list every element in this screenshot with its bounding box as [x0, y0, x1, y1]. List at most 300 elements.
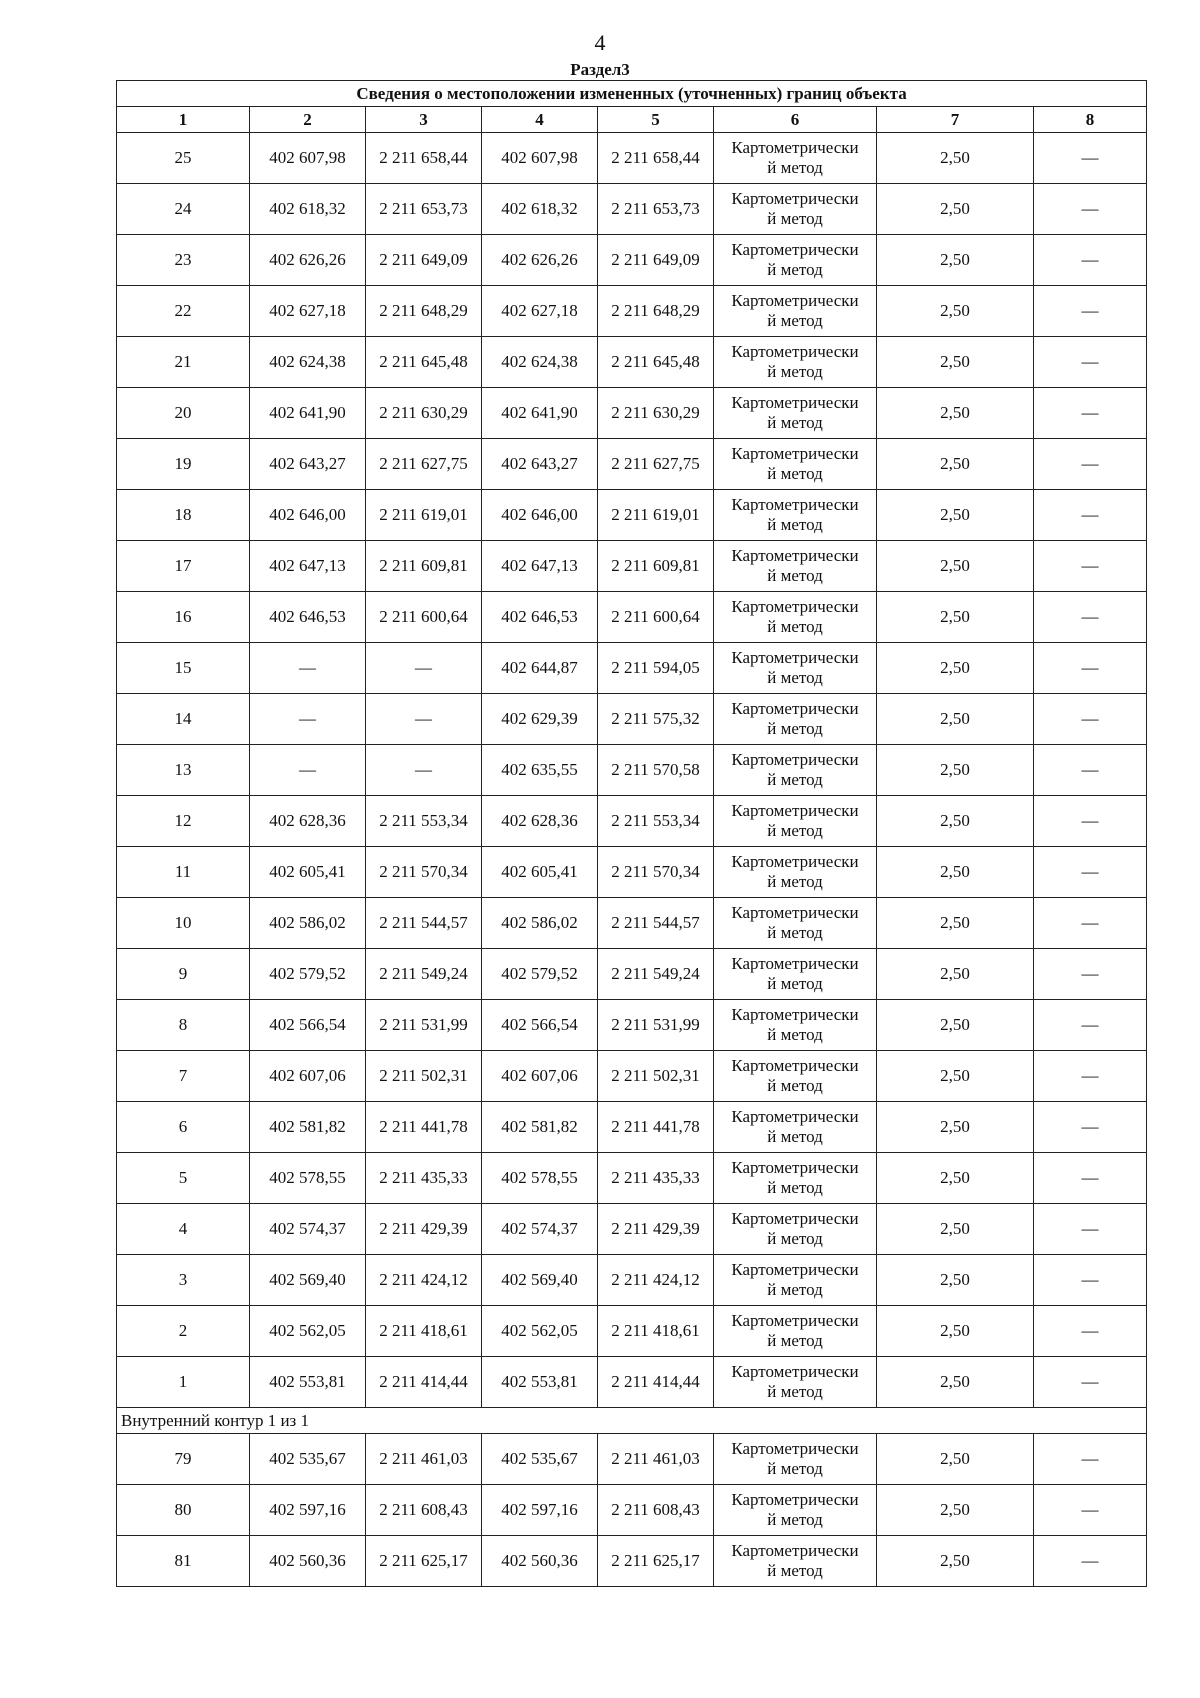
x-new-cell: 402 578,55 — [482, 1153, 598, 1204]
y-new-cell: 2 211 429,39 — [598, 1204, 714, 1255]
method-line-1: Картометрически — [731, 1311, 859, 1330]
precision-cell: 2,50 — [877, 1204, 1034, 1255]
method-line-1: Картометрически — [731, 495, 859, 514]
precision-cell: 2,50 — [877, 184, 1034, 235]
description-cell: — — [1034, 694, 1147, 745]
column-number-7: 7 — [877, 107, 1034, 133]
x-old-cell: 402 586,02 — [250, 898, 366, 949]
x-old-cell: 402 627,18 — [250, 286, 366, 337]
y-new-cell: 2 211 645,48 — [598, 337, 714, 388]
y-old-cell: 2 211 531,99 — [366, 1000, 482, 1051]
x-new-cell: 402 597,16 — [482, 1485, 598, 1536]
method-line-1: Картометрически — [731, 1362, 859, 1381]
table-row — [117, 1051, 1147, 1102]
method-cell — [714, 796, 877, 847]
method-line-2: й метод — [767, 770, 823, 789]
y-new-cell: 2 211 630,29 — [598, 388, 714, 439]
method-cell — [714, 1255, 877, 1306]
point-number-cell: 2 — [117, 1306, 250, 1357]
table-row — [117, 1153, 1147, 1204]
method-cell — [714, 490, 877, 541]
x-old-cell: 402 597,16 — [250, 1485, 366, 1536]
y-new-cell: 2 211 531,99 — [598, 1000, 714, 1051]
x-new-cell: 402 641,90 — [482, 388, 598, 439]
table-row — [117, 1536, 1147, 1587]
method-line-1: Картометрически — [731, 954, 859, 973]
table-row — [117, 1255, 1147, 1306]
x-old-cell: 402 624,38 — [250, 337, 366, 388]
method-line-1: Картометрически — [731, 291, 859, 310]
table-row — [117, 1485, 1147, 1536]
method-cell — [714, 1485, 877, 1536]
method-line-2: й метод — [767, 464, 823, 483]
y-new-cell: 2 211 441,78 — [598, 1102, 714, 1153]
x-old-cell: 402 579,52 — [250, 949, 366, 1000]
description-cell: — — [1034, 133, 1147, 184]
precision-cell: 2,50 — [877, 1051, 1034, 1102]
method-cell — [714, 1306, 877, 1357]
precision-cell: 2,50 — [877, 235, 1034, 286]
y-old-cell: 2 211 461,03 — [366, 1434, 482, 1485]
method-cell — [714, 1102, 877, 1153]
precision-cell: 2,50 — [877, 1255, 1034, 1306]
point-number-cell: 1 — [117, 1357, 250, 1408]
description-cell: — — [1034, 235, 1147, 286]
point-number-cell: 17 — [117, 541, 250, 592]
y-old-cell: 2 211 619,01 — [366, 490, 482, 541]
description-cell: — — [1034, 1153, 1147, 1204]
method-line-2: й метод — [767, 1280, 823, 1299]
x-new-cell: 402 574,37 — [482, 1204, 598, 1255]
precision-cell: 2,50 — [877, 286, 1034, 337]
table-row — [117, 745, 1147, 796]
y-new-cell: 2 211 594,05 — [598, 643, 714, 694]
method-line-1: Картометрически — [731, 852, 859, 871]
method-line-1: Картометрически — [731, 546, 859, 565]
y-old-cell: 2 211 424,12 — [366, 1255, 482, 1306]
method-line-2: й метод — [767, 668, 823, 687]
x-old-cell: 402 643,27 — [250, 439, 366, 490]
method-line-1: Картометрически — [731, 597, 859, 616]
method-cell — [714, 949, 877, 1000]
y-old-cell: 2 211 648,29 — [366, 286, 482, 337]
table-row — [117, 1204, 1147, 1255]
y-new-cell: 2 211 653,73 — [598, 184, 714, 235]
table-row — [117, 184, 1147, 235]
precision-cell: 2,50 — [877, 1102, 1034, 1153]
inner-contour-label: Внутренний контур 1 из 1 — [117, 1408, 1147, 1434]
y-new-cell: 2 211 424,12 — [598, 1255, 714, 1306]
x-new-cell: 402 553,81 — [482, 1357, 598, 1408]
x-new-cell: 402 643,27 — [482, 439, 598, 490]
method-cell — [714, 1153, 877, 1204]
method-line-1: Картометрически — [731, 1490, 859, 1509]
method-line-1: Картометрически — [731, 801, 859, 820]
y-new-cell: 2 211 435,33 — [598, 1153, 714, 1204]
precision-cell: 2,50 — [877, 694, 1034, 745]
y-old-cell: 2 211 502,31 — [366, 1051, 482, 1102]
x-new-cell: 402 627,18 — [482, 286, 598, 337]
column-number-row — [117, 107, 1147, 133]
table-row — [117, 694, 1147, 745]
x-new-cell: 402 566,54 — [482, 1000, 598, 1051]
y-old-cell: 2 211 544,57 — [366, 898, 482, 949]
table-row — [117, 1102, 1147, 1153]
method-line-2: й метод — [767, 1510, 823, 1529]
x-new-cell: 402 646,00 — [482, 490, 598, 541]
table-row — [117, 388, 1147, 439]
y-old-cell: 2 211 441,78 — [366, 1102, 482, 1153]
table-row — [117, 592, 1147, 643]
x-old-cell: 402 607,06 — [250, 1051, 366, 1102]
method-line-2: й метод — [767, 311, 823, 330]
x-old-cell: 402 607,98 — [250, 133, 366, 184]
y-new-cell: 2 211 627,75 — [598, 439, 714, 490]
y-old-cell: 2 211 625,17 — [366, 1536, 482, 1587]
method-line-2: й метод — [767, 515, 823, 534]
precision-cell: 2,50 — [877, 1153, 1034, 1204]
x-old-cell: 402 574,37 — [250, 1204, 366, 1255]
table-row — [117, 337, 1147, 388]
description-cell: — — [1034, 388, 1147, 439]
point-number-cell: 24 — [117, 184, 250, 235]
description-cell: — — [1034, 184, 1147, 235]
method-line-1: Картометрически — [731, 1541, 859, 1560]
table-row — [117, 490, 1147, 541]
point-number-cell: 11 — [117, 847, 250, 898]
table-row — [117, 796, 1147, 847]
y-old-cell: 2 211 653,73 — [366, 184, 482, 235]
table-row — [117, 235, 1147, 286]
x-old-cell: 402 618,32 — [250, 184, 366, 235]
precision-cell: 2,50 — [877, 388, 1034, 439]
method-cell — [714, 337, 877, 388]
x-new-cell: 402 618,32 — [482, 184, 598, 235]
y-new-cell: 2 211 549,24 — [598, 949, 714, 1000]
y-old-cell: 2 211 435,33 — [366, 1153, 482, 1204]
precision-cell: 2,50 — [877, 796, 1034, 847]
table-row — [117, 1306, 1147, 1357]
y-new-cell: 2 211 649,09 — [598, 235, 714, 286]
method-cell — [714, 745, 877, 796]
method-cell — [714, 1204, 877, 1255]
y-old-cell: 2 211 570,34 — [366, 847, 482, 898]
method-line-1: Картометрически — [731, 444, 859, 463]
x-old-cell: 402 581,82 — [250, 1102, 366, 1153]
y-new-cell: 2 211 418,61 — [598, 1306, 714, 1357]
table-caption: Сведения о местоположении измененных (уточненных) границ объекта — [117, 81, 1147, 107]
column-number-8: 8 — [1034, 107, 1147, 133]
method-line-2: й метод — [767, 1127, 823, 1146]
method-cell — [714, 847, 877, 898]
x-new-cell: 402 607,06 — [482, 1051, 598, 1102]
y-old-cell: 2 211 600,64 — [366, 592, 482, 643]
table-caption-row — [117, 81, 1147, 107]
method-cell — [714, 1000, 877, 1051]
precision-cell: 2,50 — [877, 439, 1034, 490]
x-old-cell: 402 560,36 — [250, 1536, 366, 1587]
description-cell: — — [1034, 592, 1147, 643]
column-number-6: 6 — [714, 107, 877, 133]
point-number-cell: 18 — [117, 490, 250, 541]
description-cell: — — [1034, 1000, 1147, 1051]
y-new-cell: 2 211 502,31 — [598, 1051, 714, 1102]
method-line-2: й метод — [767, 1178, 823, 1197]
precision-cell: 2,50 — [877, 1536, 1034, 1587]
column-number-1: 1 — [117, 107, 250, 133]
description-cell: — — [1034, 286, 1147, 337]
y-new-cell: 2 211 625,17 — [598, 1536, 714, 1587]
x-old-cell: 402 553,81 — [250, 1357, 366, 1408]
x-old-cell: 402 646,53 — [250, 592, 366, 643]
description-cell: — — [1034, 898, 1147, 949]
y-old-cell: 2 211 429,39 — [366, 1204, 482, 1255]
method-line-2: й метод — [767, 209, 823, 228]
precision-cell: 2,50 — [877, 745, 1034, 796]
method-line-1: Картометрически — [731, 393, 859, 412]
x-new-cell: 402 635,55 — [482, 745, 598, 796]
x-new-cell: 402 535,67 — [482, 1434, 598, 1485]
method-line-2: й метод — [767, 1025, 823, 1044]
method-cell — [714, 1536, 877, 1587]
point-number-cell: 19 — [117, 439, 250, 490]
x-old-cell: 402 569,40 — [250, 1255, 366, 1306]
table-row — [117, 286, 1147, 337]
table-row — [117, 643, 1147, 694]
method-line-2: й метод — [767, 1076, 823, 1095]
precision-cell: 2,50 — [877, 1306, 1034, 1357]
y-old-cell: 2 211 649,09 — [366, 235, 482, 286]
column-number-3: 3 — [366, 107, 482, 133]
x-new-cell: 402 581,82 — [482, 1102, 598, 1153]
point-number-cell: 4 — [117, 1204, 250, 1255]
method-line-1: Картометрически — [731, 648, 859, 667]
section-title: Раздел3 — [570, 60, 630, 79]
description-cell: — — [1034, 847, 1147, 898]
table-row — [117, 541, 1147, 592]
method-line-2: й метод — [767, 1382, 823, 1401]
y-old-cell: 2 211 658,44 — [366, 133, 482, 184]
x-new-cell: 402 562,05 — [482, 1306, 598, 1357]
x-new-cell: 402 624,38 — [482, 337, 598, 388]
method-line-2: й метод — [767, 923, 823, 942]
point-number-cell: 80 — [117, 1485, 250, 1536]
method-line-1: Картометрически — [731, 1005, 859, 1024]
method-line-2: й метод — [767, 1459, 823, 1478]
y-old-cell: 2 211 553,34 — [366, 796, 482, 847]
x-new-cell: 402 628,36 — [482, 796, 598, 847]
x-old-cell: 402 641,90 — [250, 388, 366, 439]
method-cell — [714, 184, 877, 235]
description-cell: — — [1034, 1434, 1147, 1485]
precision-cell: 2,50 — [877, 1434, 1034, 1485]
table-row — [117, 898, 1147, 949]
method-cell — [714, 541, 877, 592]
description-cell: — — [1034, 643, 1147, 694]
x-new-cell: 402 607,98 — [482, 133, 598, 184]
method-line-2: й метод — [767, 872, 823, 891]
precision-cell: 2,50 — [877, 337, 1034, 388]
point-number-cell: 5 — [117, 1153, 250, 1204]
point-number-cell: 25 — [117, 133, 250, 184]
y-old-cell: — — [366, 745, 482, 796]
point-number-cell: 21 — [117, 337, 250, 388]
method-cell — [714, 388, 877, 439]
boundary-coordinates-table — [116, 80, 1147, 1587]
method-line-2: й метод — [767, 158, 823, 177]
description-cell: — — [1034, 1485, 1147, 1536]
y-new-cell: 2 211 570,34 — [598, 847, 714, 898]
precision-cell: 2,50 — [877, 133, 1034, 184]
y-new-cell: 2 211 658,44 — [598, 133, 714, 184]
x-new-cell: 402 629,39 — [482, 694, 598, 745]
table-row — [117, 1000, 1147, 1051]
point-number-cell: 3 — [117, 1255, 250, 1306]
table-row — [117, 1357, 1147, 1408]
description-cell: — — [1034, 949, 1147, 1000]
point-number-cell: 13 — [117, 745, 250, 796]
x-new-cell: 402 647,13 — [482, 541, 598, 592]
method-cell — [714, 898, 877, 949]
description-cell: — — [1034, 439, 1147, 490]
point-number-cell: 7 — [117, 1051, 250, 1102]
point-number-cell: 8 — [117, 1000, 250, 1051]
y-old-cell: 2 211 608,43 — [366, 1485, 482, 1536]
y-new-cell: 2 211 461,03 — [598, 1434, 714, 1485]
x-old-cell: 402 566,54 — [250, 1000, 366, 1051]
method-line-1: Картометрически — [731, 138, 859, 157]
method-line-1: Картометрически — [731, 903, 859, 922]
x-old-cell: 402 562,05 — [250, 1306, 366, 1357]
method-line-1: Картометрически — [731, 1158, 859, 1177]
y-old-cell: 2 211 418,61 — [366, 1306, 482, 1357]
method-cell — [714, 592, 877, 643]
point-number-cell: 10 — [117, 898, 250, 949]
precision-cell: 2,50 — [877, 541, 1034, 592]
precision-cell: 2,50 — [877, 490, 1034, 541]
precision-cell: 2,50 — [877, 643, 1034, 694]
point-number-cell: 12 — [117, 796, 250, 847]
y-old-cell: 2 211 609,81 — [366, 541, 482, 592]
method-cell — [714, 694, 877, 745]
x-old-cell: 402 646,00 — [250, 490, 366, 541]
table-row — [117, 439, 1147, 490]
page-number: 4 — [594, 30, 606, 55]
x-new-cell: 402 560,36 — [482, 1536, 598, 1587]
method-line-1: Картометрически — [731, 750, 859, 769]
table-body — [117, 133, 1147, 1587]
method-line-2: й метод — [767, 617, 823, 636]
point-number-cell: 14 — [117, 694, 250, 745]
y-old-cell: 2 211 630,29 — [366, 388, 482, 439]
y-new-cell: 2 211 600,64 — [598, 592, 714, 643]
method-line-1: Картометрически — [731, 1260, 859, 1279]
method-line-2: й метод — [767, 1331, 823, 1350]
x-new-cell: 402 646,53 — [482, 592, 598, 643]
precision-cell: 2,50 — [877, 1485, 1034, 1536]
method-line-2: й метод — [767, 260, 823, 279]
x-old-cell: — — [250, 694, 366, 745]
y-new-cell: 2 211 608,43 — [598, 1485, 714, 1536]
method-line-2: й метод — [767, 974, 823, 993]
y-new-cell: 2 211 648,29 — [598, 286, 714, 337]
precision-cell: 2,50 — [877, 898, 1034, 949]
method-cell — [714, 1434, 877, 1485]
description-cell: — — [1034, 1255, 1147, 1306]
description-cell: — — [1034, 796, 1147, 847]
y-old-cell: 2 211 627,75 — [366, 439, 482, 490]
method-cell — [714, 235, 877, 286]
x-new-cell: 402 586,02 — [482, 898, 598, 949]
method-line-2: й метод — [767, 1561, 823, 1580]
method-line-1: Картометрически — [731, 1056, 859, 1075]
x-old-cell: 402 647,13 — [250, 541, 366, 592]
x-old-cell: 402 578,55 — [250, 1153, 366, 1204]
table-row — [117, 1434, 1147, 1485]
column-number-4: 4 — [482, 107, 598, 133]
inner-contour-row — [117, 1408, 1147, 1434]
description-cell: — — [1034, 1204, 1147, 1255]
method-line-2: й метод — [767, 1229, 823, 1248]
precision-cell: 2,50 — [877, 1357, 1034, 1408]
description-cell: — — [1034, 337, 1147, 388]
method-line-1: Картометрически — [731, 1107, 859, 1126]
method-line-2: й метод — [767, 413, 823, 432]
method-cell — [714, 133, 877, 184]
point-number-cell: 23 — [117, 235, 250, 286]
description-cell: — — [1034, 745, 1147, 796]
method-cell — [714, 643, 877, 694]
description-cell: — — [1034, 1306, 1147, 1357]
method-cell — [714, 1051, 877, 1102]
y-new-cell: 2 211 414,44 — [598, 1357, 714, 1408]
method-line-2: й метод — [767, 566, 823, 585]
column-number-5: 5 — [598, 107, 714, 133]
column-number-2: 2 — [250, 107, 366, 133]
method-line-1: Картометрически — [731, 240, 859, 259]
y-new-cell: 2 211 544,57 — [598, 898, 714, 949]
method-cell — [714, 1357, 877, 1408]
x-new-cell: 402 605,41 — [482, 847, 598, 898]
method-cell — [714, 439, 877, 490]
method-line-2: й метод — [767, 362, 823, 381]
x-old-cell: 402 605,41 — [250, 847, 366, 898]
method-line-2: й метод — [767, 719, 823, 738]
y-new-cell: 2 211 570,58 — [598, 745, 714, 796]
method-line-1: Картометрически — [731, 189, 859, 208]
x-old-cell: — — [250, 745, 366, 796]
description-cell: — — [1034, 541, 1147, 592]
x-new-cell: 402 626,26 — [482, 235, 598, 286]
x-old-cell: — — [250, 643, 366, 694]
table-row — [117, 133, 1147, 184]
y-new-cell: 2 211 609,81 — [598, 541, 714, 592]
description-cell: — — [1034, 1051, 1147, 1102]
precision-cell: 2,50 — [877, 949, 1034, 1000]
precision-cell: 2,50 — [877, 592, 1034, 643]
y-old-cell: — — [366, 643, 482, 694]
point-number-cell: 9 — [117, 949, 250, 1000]
precision-cell: 2,50 — [877, 1000, 1034, 1051]
method-line-1: Картометрически — [731, 699, 859, 718]
x-old-cell: 402 628,36 — [250, 796, 366, 847]
y-old-cell: 2 211 414,44 — [366, 1357, 482, 1408]
x-new-cell: 402 644,87 — [482, 643, 598, 694]
table-row — [117, 949, 1147, 1000]
method-cell — [714, 286, 877, 337]
point-number-cell: 81 — [117, 1536, 250, 1587]
description-cell: — — [1034, 1357, 1147, 1408]
